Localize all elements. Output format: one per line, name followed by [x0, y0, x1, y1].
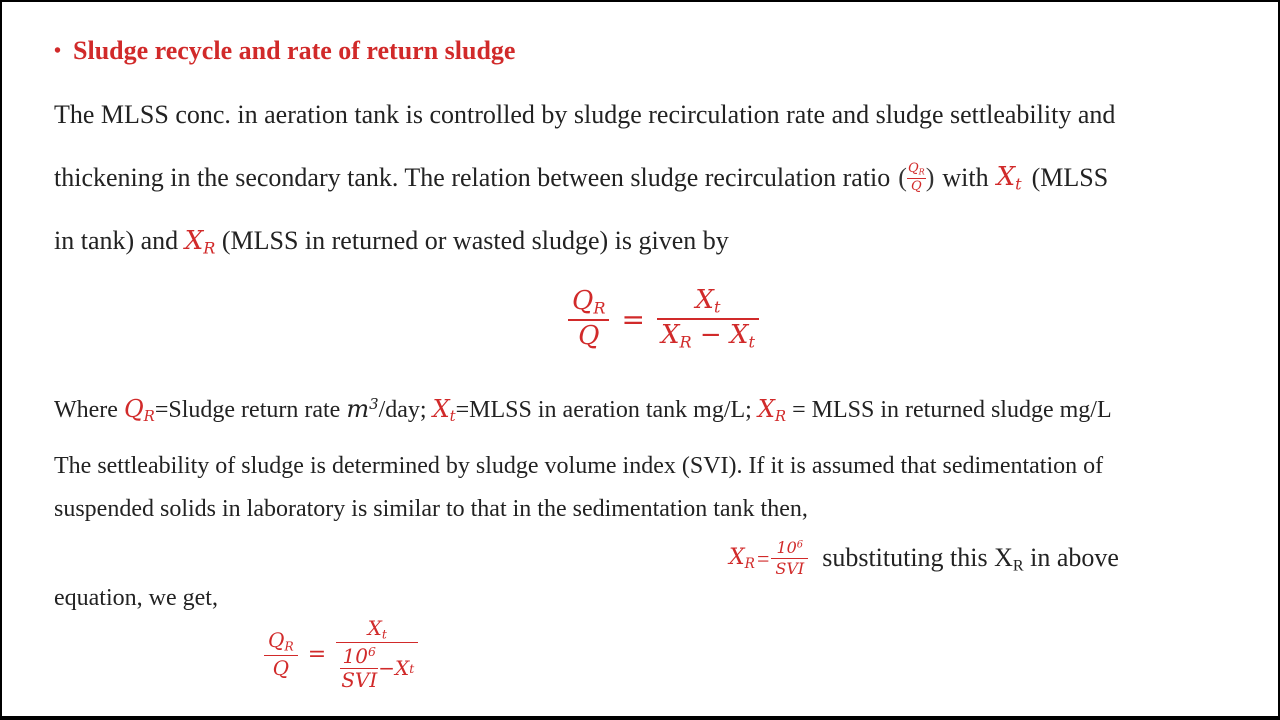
where-text-b: /day; [378, 397, 427, 424]
eq1-q: Q [578, 321, 600, 352]
eq3-xt-sub: t [381, 626, 387, 642]
eq3-q: Q [272, 655, 290, 680]
eq1-equals: = [621, 302, 645, 336]
open-paren: ( [898, 162, 907, 192]
equation-svi [729, 540, 1119, 578]
eq2-xr [729, 545, 755, 572]
line3-text-a: in tank) and [54, 226, 179, 255]
line2-text-c: (MLSS [1031, 162, 1109, 192]
r-sub: R [203, 238, 216, 258]
x-letter: X [432, 395, 450, 424]
eq2-equals: = [756, 545, 770, 571]
eq1-qr: Q [572, 286, 594, 317]
xt-symbol [997, 162, 1022, 194]
eq3-xt2-sub: t [409, 660, 415, 676]
q-symbol: Q [910, 178, 922, 194]
eq2-tail-text [822, 543, 1119, 576]
paragraph-line-2 [54, 162, 1108, 194]
close-paren: ) [925, 162, 935, 192]
eq3-minus: − [378, 655, 395, 680]
q-sub: R [143, 407, 155, 426]
where-line [54, 395, 1112, 425]
heading-text: Sludge recycle and rate of return sludge [73, 36, 516, 65]
cubic-meter [346, 395, 378, 423]
eq3-ten: 10 [342, 644, 368, 669]
eq1-x: X [695, 285, 714, 315]
x-letter: X [996, 162, 1016, 192]
eq1-qr-sub: R [593, 298, 606, 318]
eq3-qr: Q [268, 628, 285, 653]
cubed-sup: 3 [369, 395, 379, 413]
eq1-minus: − [699, 320, 722, 351]
eq2-tail-sub: R [1012, 557, 1024, 575]
equation-recirculation-ratio [568, 287, 759, 352]
eq2-svi: SVI [775, 558, 805, 578]
xr-symbol [185, 226, 216, 256]
eq1-xt2: X [729, 320, 749, 351]
line3-text-b: (MLSS in returned or wasted sludge) is given by [221, 226, 729, 255]
line2-text-b: with [942, 162, 989, 192]
where-qr [123, 395, 155, 426]
paragraph-line-3 [54, 226, 729, 258]
eq1-lhs-fraction [568, 288, 609, 351]
r-sub: R [774, 407, 787, 426]
where-text-a: =Sludge return rate [154, 397, 341, 424]
where-xr [757, 395, 787, 426]
qr-symbol: Q [907, 161, 919, 177]
where-text-d: = MLSS in returned sludge mg/L [792, 397, 1112, 424]
eq2-fraction [771, 540, 808, 578]
eq3-xt: X [367, 616, 382, 640]
eq1-xr-sub: R [679, 332, 692, 352]
eq2-tail-a: substituting this X [822, 542, 1013, 572]
qr-sub: R [918, 167, 925, 177]
x-letter: X [184, 226, 204, 256]
slide-heading [54, 36, 515, 66]
eq3-rhs-fraction [336, 618, 418, 691]
slide [2, 2, 1278, 716]
x-letter: X [729, 545, 745, 571]
t-sub: t [449, 407, 456, 426]
equation-we-get: equation, we get, [54, 585, 218, 611]
eq1-xr: X [660, 320, 680, 351]
recirculation-ratio-fraction [907, 162, 926, 193]
eq1-xt-sub: t [713, 297, 721, 317]
bullet-icon: • [54, 40, 62, 62]
line2-text-a: thickening in the secondary tank. The relation between sludge recirculation ratio [54, 162, 891, 192]
q-letter: Q [123, 395, 144, 424]
eq1-rhs-fraction [657, 287, 759, 352]
equation-final [264, 618, 418, 691]
eq3-equals: = [307, 642, 327, 668]
where-text-c: =MLSS in aeration tank mg/L; [455, 397, 752, 424]
eq3-six: 6 [367, 644, 376, 660]
eq2-ten: 10 [776, 538, 797, 557]
eq3-svi: SVI [341, 668, 378, 693]
paragraph2-line-2: suspended solids in laboratory is similar to that in the sedimentation tank then, [54, 496, 808, 522]
x-letter: X [757, 395, 775, 424]
paragraph-line-1: The MLSS conc. in aeration tank is controlled by sludge recirculation rate and sludge settleability and [54, 100, 1116, 129]
eq3-lhs-fraction [264, 630, 298, 678]
where-xt [432, 395, 456, 426]
eq2-six: 6 [796, 539, 804, 551]
t-sub: t [1015, 174, 1022, 194]
eq3-xt2: X [395, 655, 410, 680]
m-letter: m [346, 395, 370, 424]
eq1-xt2-sub: t [748, 332, 755, 352]
eq3-inner-fraction [340, 645, 378, 691]
eq3-qr-sub: R [284, 638, 294, 654]
where-word: Where [54, 397, 118, 424]
paragraph2-line-1: The settleability of sludge is determined by sludge volume index (SVI). If it is assumed that sedimentation of [54, 453, 1104, 479]
eq2-tail-b: in above [1023, 542, 1119, 572]
r-sub: R [744, 556, 755, 573]
